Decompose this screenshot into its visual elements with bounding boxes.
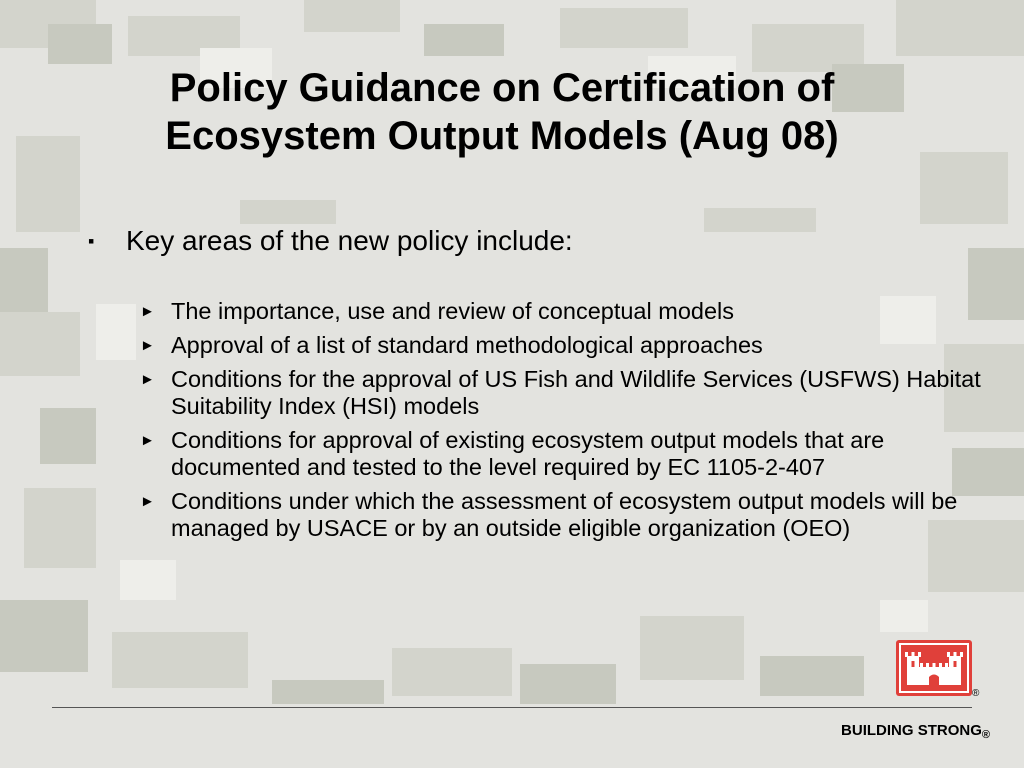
sub-bullet-text: Conditions for the approval of US Fish and Wildlife Services (USFWS) Habitat Suitability Index (HSI) models: [171, 366, 981, 419]
triangle-bullet-icon: ►: [140, 432, 155, 449]
sub-bullet-item: [140, 332, 1000, 359]
sub-bullet-text: Conditions under which the assessment of ecosystem output models will be managed by USACE or by an outside eligible organization (OEO): [171, 488, 958, 541]
sub-bullet-item: [140, 298, 1000, 325]
footer-registered-mark: ®: [981, 729, 990, 741]
sub-bullet-item: [140, 488, 1000, 542]
usace-castle-icon: [896, 640, 972, 696]
slide-title-line: Policy Guidance on Certification of: [169, 66, 835, 110]
logo-registered-mark: ®: [972, 688, 980, 699]
sub-bullet-text: Approval of a list of standard methodological approaches: [171, 332, 763, 358]
square-bullet-icon: ▪: [88, 231, 95, 251]
slide-title-line: Ecosystem Output Models (Aug 08): [165, 114, 839, 158]
sub-bullet-text: The importance, use and review of conceptual models: [171, 298, 735, 324]
triangle-bullet-icon: ►: [140, 337, 155, 354]
triangle-bullet-icon: ►: [140, 303, 155, 320]
triangle-bullet-icon: ►: [140, 371, 155, 388]
slide-title: [60, 64, 944, 160]
sub-bullet-text: Conditions for approval of existing ecosystem output models that are documented and tested to the level required by EC 1105-2-407: [171, 427, 885, 480]
footer-divider: [52, 707, 972, 708]
footer-text: BUILDING STRONG: [841, 722, 982, 739]
triangle-bullet-icon: ►: [140, 493, 155, 510]
main-bullet-text: Key areas of the new policy include:: [126, 225, 573, 256]
sub-bullet-item: [140, 427, 1000, 481]
sub-bullet-item: [140, 366, 1000, 420]
sub-bullet-list: [140, 298, 1000, 549]
footer-tagline: [841, 722, 990, 741]
